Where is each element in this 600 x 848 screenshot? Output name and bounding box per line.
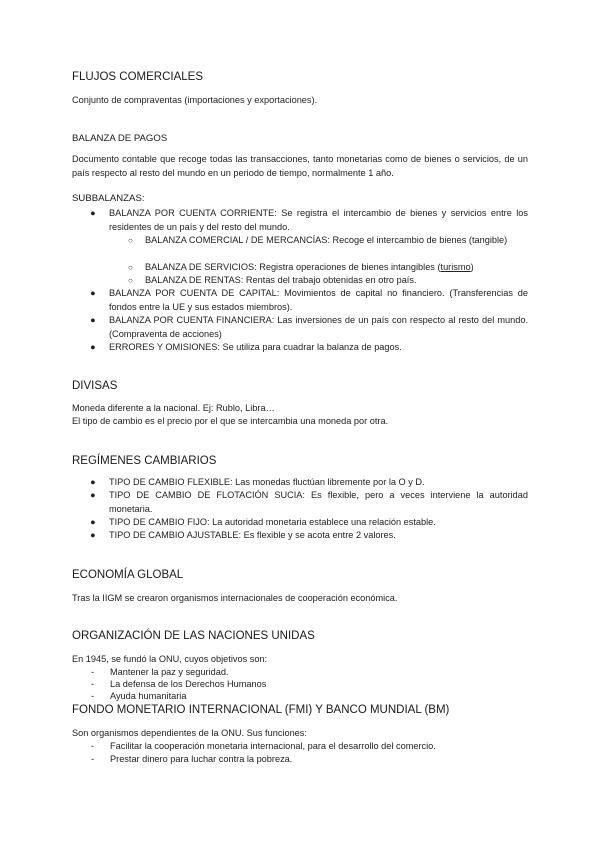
economia-text: Tras la IIGM se crearon organismos internacionales de cooperación económica.: [72, 593, 398, 603]
bullet-marker: ●: [90, 208, 96, 218]
list-item-paz: - Mantener la paz y seguridad.: [91, 667, 229, 677]
bullet-marker: ●: [90, 288, 96, 298]
divisas-line-2: El tipo de cambio es el precio por el que se intercambia una moneda por otra.: [72, 416, 389, 426]
heading-onu: ORGANIZACIÓN DE LAS NACIONES UNIDAS: [72, 630, 315, 642]
heading-divisas: DIVISAS: [72, 380, 118, 392]
bullet-marker: ●: [90, 530, 96, 540]
bullet-marker: ●: [90, 490, 96, 500]
bullet-marker: ●: [90, 315, 96, 325]
bullet-marker: ●: [90, 517, 96, 527]
divisas-line-1: Moneda diferente a la nacional. Ej: Rublo, Libra…: [72, 403, 275, 413]
list-item-cambio-flexible: ● TIPO DE CAMBIO FLEXIBLE: Las monedas fluctúan libremente por la O y D.: [90, 476, 528, 490]
dash-marker: -: [91, 741, 95, 751]
heading-fmi-bm: FONDO MONETARIO INTERNACIONAL (FMI) Y BANCO MUNDIAL (BM): [72, 704, 450, 716]
list-item-balanza-servicios: ○ BALANZA DE SERVICIOS: Registra operaciones de bienes intangibles (turismo): [128, 261, 528, 275]
circle-marker: ○: [128, 263, 133, 272]
list-item-balanza-comercial: ○ BALANZA COMERCIAL / DE MERCANCÍAS: Recoge el intercambio de bienes (tangible): [128, 234, 528, 248]
bullet-marker: ●: [90, 477, 96, 487]
list-item-cuenta-financiera: ● BALANZA POR CUENTA FINANCIERA: Las inversiones de un país con respecto al resto del mundo. (Compraventa de acciones): [90, 315, 528, 339]
dash-marker: -: [91, 667, 95, 677]
list-item-cuenta-capital: ● BALANZA POR CUENTA DE CAPITAL: Movimientos de capital no financiero. (Transferencias de fondos entre la UE y sus estados miembros).: [90, 288, 528, 312]
heading-regimenes-cambiarios: REGÍMENES CAMBIARIOS: [72, 455, 217, 467]
circle-marker: ○: [128, 236, 133, 245]
list-item-derechos-humanos: - La defensa de los Derechos Humanos: [91, 679, 267, 689]
dash-marker: -: [91, 691, 95, 701]
list-item-flotacion-sucia: ● TIPO DE CAMBIO DE FLOTACIÓN SUCIA: Es flexible, pero a veces interviene la autoridad monetaria.: [90, 490, 528, 514]
onu-text: En 1945, se fundó la ONU, cuyos objetivos son:: [72, 654, 268, 664]
heading-economia-global: ECONOMÍA GLOBAL: [72, 569, 184, 581]
heading-flujos-comerciales: FLUJOS COMERCIALES: [72, 71, 203, 83]
list-item-cambio-fijo: ● TIPO DE CAMBIO FIJO: La autoridad monetaria establece una relación estable.: [90, 516, 528, 530]
list-item-cooperacion: - Facilitar la cooperación monetaria internacional, para el desarrollo del comercio.: [91, 741, 436, 751]
balanza-text: Documento contable que recoge todas las transacciones, tanto monetarias como de bienes o servicios, de un país respecto al resto del mundo en un periodo de tiempo, normalmente 1 año.: [72, 154, 528, 178]
list-item-ayuda-humanitaria: - Ayuda humanitaria: [91, 691, 187, 701]
list-item-prestar-dinero: - Prestar dinero para luchar contra la pobreza.: [91, 754, 293, 764]
dash-marker: -: [91, 679, 95, 689]
dash-marker: -: [91, 754, 95, 764]
heading-balanza-de-pagos: BALANZA DE PAGOS: [72, 133, 168, 144]
list-item-balanza-rentas: ○ BALANZA DE RENTAS: Rentas del trabajo obtenidas en otro país.: [128, 274, 528, 288]
bullet-marker: ●: [90, 342, 96, 352]
fmi-text: Son organismos dependientes de la ONU. Sus funciones:: [72, 728, 307, 738]
list-item-cambio-ajustable: ● TIPO DE CAMBIO AJUSTABLE: Es flexible y se acota entre 2 valores.: [90, 529, 528, 543]
circle-marker: ○: [128, 276, 133, 285]
list-item-cuenta-corriente: ● BALANZA POR CUENTA CORRIENTE: Se registra el intercambio de bienes y servicios entre los residentes de un país y del resto del mundo.: [90, 208, 528, 232]
turismo-link[interactable]: turismo: [440, 262, 471, 272]
subbalanzas-label: SUBBALANZAS:: [72, 193, 145, 204]
flujos-text: Conjunto de compraventas (importaciones y exportaciones).: [72, 95, 318, 105]
list-item-errores-omisiones: ● ERRORES Y OMISIONES: Se utiliza para cuadrar la balanza de pagos.: [90, 341, 528, 355]
